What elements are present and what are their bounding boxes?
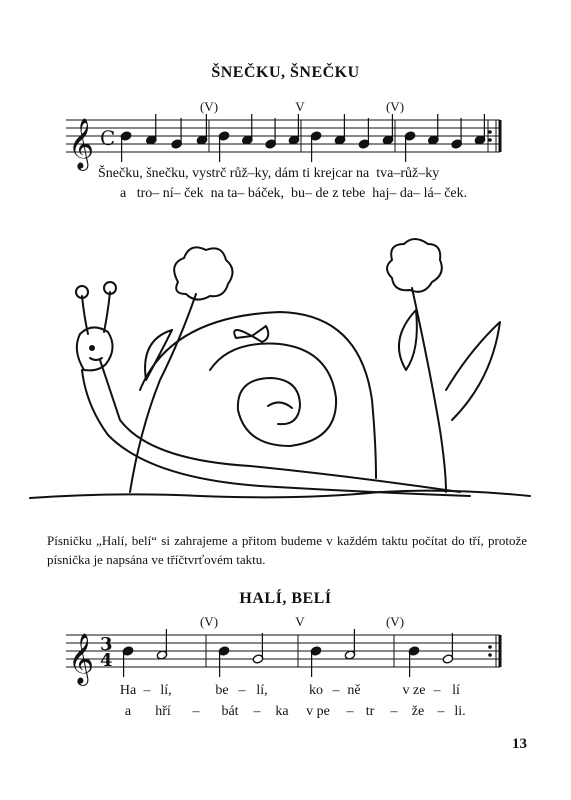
lyric-syllable: –	[238, 683, 246, 698]
lyric-syllable: v ze	[402, 683, 426, 698]
lyric-syllable: Ha	[119, 683, 137, 698]
song1-title: ŠNEČKU, ŠNEČKU	[211, 64, 360, 81]
lyric-syllable: ko	[309, 683, 323, 698]
lyric-syllable: že	[411, 704, 425, 719]
breath-mark: (V)	[385, 614, 405, 629]
lyric-syllable: –	[192, 704, 200, 719]
lyric-syllable: –	[332, 683, 340, 698]
lyric-syllable: li.	[454, 704, 466, 719]
breath-mark: V	[295, 99, 305, 114]
treble-clef-icon: 𝄞	[68, 118, 95, 169]
repeat-dot	[488, 653, 492, 657]
lyric-syllable: –	[433, 683, 441, 698]
lyric-syllable: v pe	[306, 704, 330, 719]
breath-mark: (V)	[199, 614, 219, 629]
breath-mark: V	[295, 614, 305, 629]
breath-mark: (V)	[199, 99, 219, 114]
instruction-paragraph: Písničku „Halí, belí“ si zahrajeme a přitom budeme v každém taktu počítat do tří, protože písnička je napsána ve tříčtvrťovém taktu.	[47, 533, 527, 567]
song2-lyrics-line1	[0, 683, 571, 703]
song1-lyrics-line1: Šnečku, šnečku, vystrč růž–ky, dám ti krejcar na tva–růž–ky	[98, 166, 440, 181]
lyric-syllable: lí,	[256, 683, 268, 698]
lyric-syllable: be	[215, 683, 229, 698]
page-number: 13	[512, 736, 527, 752]
repeat-dot	[488, 130, 492, 134]
lyric-syllable: ně	[347, 683, 361, 698]
snail-illustration	[0, 230, 571, 510]
lyric-syllable: –	[143, 683, 151, 698]
lyric-syllable: lí,	[160, 683, 172, 698]
lyric-syllable: –	[437, 704, 445, 719]
lyric-syllable: –	[346, 704, 354, 719]
lyric-syllable: –	[390, 704, 398, 719]
lyric-syllable: lí	[452, 683, 460, 698]
repeat-dot	[488, 138, 492, 142]
lyric-syllable: a	[124, 704, 132, 719]
lyric-syllable: tr	[365, 704, 375, 719]
song1-staff	[0, 112, 571, 172]
breath-mark: (V)	[385, 99, 405, 114]
song2-title: HALÍ, BELÍ	[239, 590, 332, 607]
lyric-syllable: bát	[221, 704, 239, 719]
time-signature-top: 3	[100, 634, 113, 655]
treble-clef-icon: 𝄞	[68, 633, 95, 684]
song2-lyrics-line2	[0, 704, 571, 724]
lyric-syllable: –	[253, 704, 261, 719]
song2-staff	[0, 627, 571, 687]
lyric-syllable: ka	[275, 704, 289, 719]
lyric-syllable: hří	[155, 704, 171, 719]
repeat-dot	[488, 645, 492, 649]
time-signature: C	[100, 126, 116, 150]
song1-lyrics-line2: a tro– ní– ček na ta– báček, bu– de z tebe haj– da– lá– ček.	[120, 186, 468, 201]
time-signature-bottom: 4	[100, 650, 113, 671]
